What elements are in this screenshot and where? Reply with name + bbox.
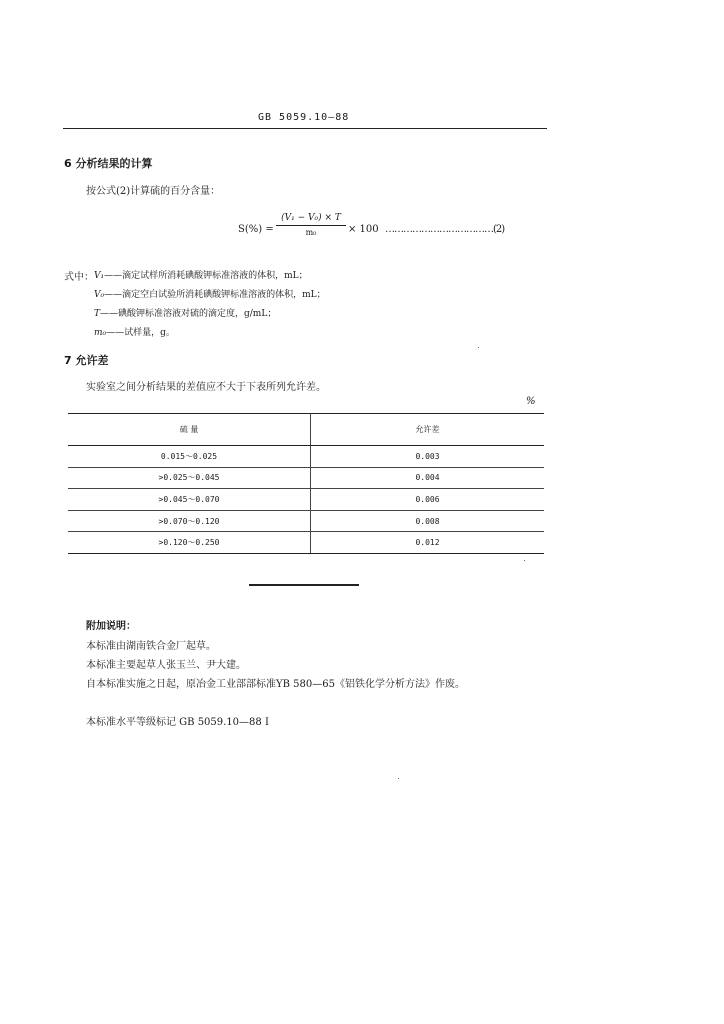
definition-symbol: m₀ [94,328,107,338]
tolerance-table [68,413,544,554]
section-6-intro: 按公式(2)计算硫的百分含量： [86,186,221,197]
notes-line: 本标准主要起草人张玉兰、尹大建。 [86,660,246,671]
definition-symbol: T [94,309,101,319]
where-prefix: 式中： [64,272,94,283]
end-rule [249,584,359,586]
column-header-tolerance: 允许差 [311,414,545,446]
definition-v1 [94,268,308,281]
section-7-intro: 实验室之间分析结果的差值应不大于下表所列允许差。 [86,382,326,393]
table-row [68,489,544,511]
formula-leader: ………………………………(2) [385,224,505,235]
table-header-row [68,414,544,446]
tolerance-cell: 0.008 [311,510,545,532]
table-row [68,467,544,489]
notes-title: 附加说明： [86,621,136,632]
formula-fraction [276,213,346,237]
table-row [68,446,544,468]
scan-speck [398,778,399,779]
sulfur-range-cell: >0.070～0.120 [68,510,311,532]
sulfur-range-cell: >0.120～0.250 [68,532,311,554]
tolerance-cell: 0.006 [311,489,545,511]
notes-line: 自本标准实施之日起，原冶金工业部部标准YB 580—65《铝铁化学分析方法》作废。 [86,679,465,690]
table-row [68,532,544,554]
fraction-bar [276,225,346,226]
definition-v0 [94,287,326,300]
sulfur-range-cell: 0.015～0.025 [68,446,311,468]
formula-lhs: S(%) = [238,224,274,235]
column-header-sulfur: 硫 量 [68,414,311,446]
sulfur-range-cell: >0.025～0.045 [68,467,311,489]
definition-text: ——滴定空白试验所消耗碘酸钾标准溶液的体积，mL； [104,290,326,300]
sulfur-range-cell: >0.045～0.070 [68,489,311,511]
definition-text: ——滴定试样所消耗碘酸钾标准溶液的体积，mL； [104,271,308,281]
formula-denominator: m₀ [305,228,317,237]
scan-speck [524,560,525,561]
definition-text: ——碘酸钾标准溶液对硫的滴定度，g/mL； [100,309,277,319]
notes-line: 本标准由湖南铁合金厂起草。 [86,641,216,652]
definition-symbol: V₀ [94,290,105,300]
section-6-title: 6 分析结果的计算 [64,157,153,170]
header-rule [63,128,547,129]
table-row [68,510,544,532]
definition-symbol: V₁ [94,271,105,281]
table-unit: % [526,396,536,407]
tolerance-cell: 0.004 [311,467,545,489]
tolerance-cell: 0.003 [311,446,545,468]
definition-m0 [94,325,175,338]
formula-rhs: × 100 [348,224,379,235]
definition-t [94,306,276,319]
tolerance-cell: 0.012 [311,532,545,554]
standard-code-header: GB 5059.10—88 [258,112,350,123]
scan-speck [478,347,479,348]
definition-text: ——试样量，g。 [106,328,175,338]
grade-mark: 本标准水平等级标记 GB 5059.10—88 I [86,717,269,728]
formula-numerator: (V₁ − V₀) × T [281,213,341,223]
section-7-title: 7 允许差 [64,354,109,367]
